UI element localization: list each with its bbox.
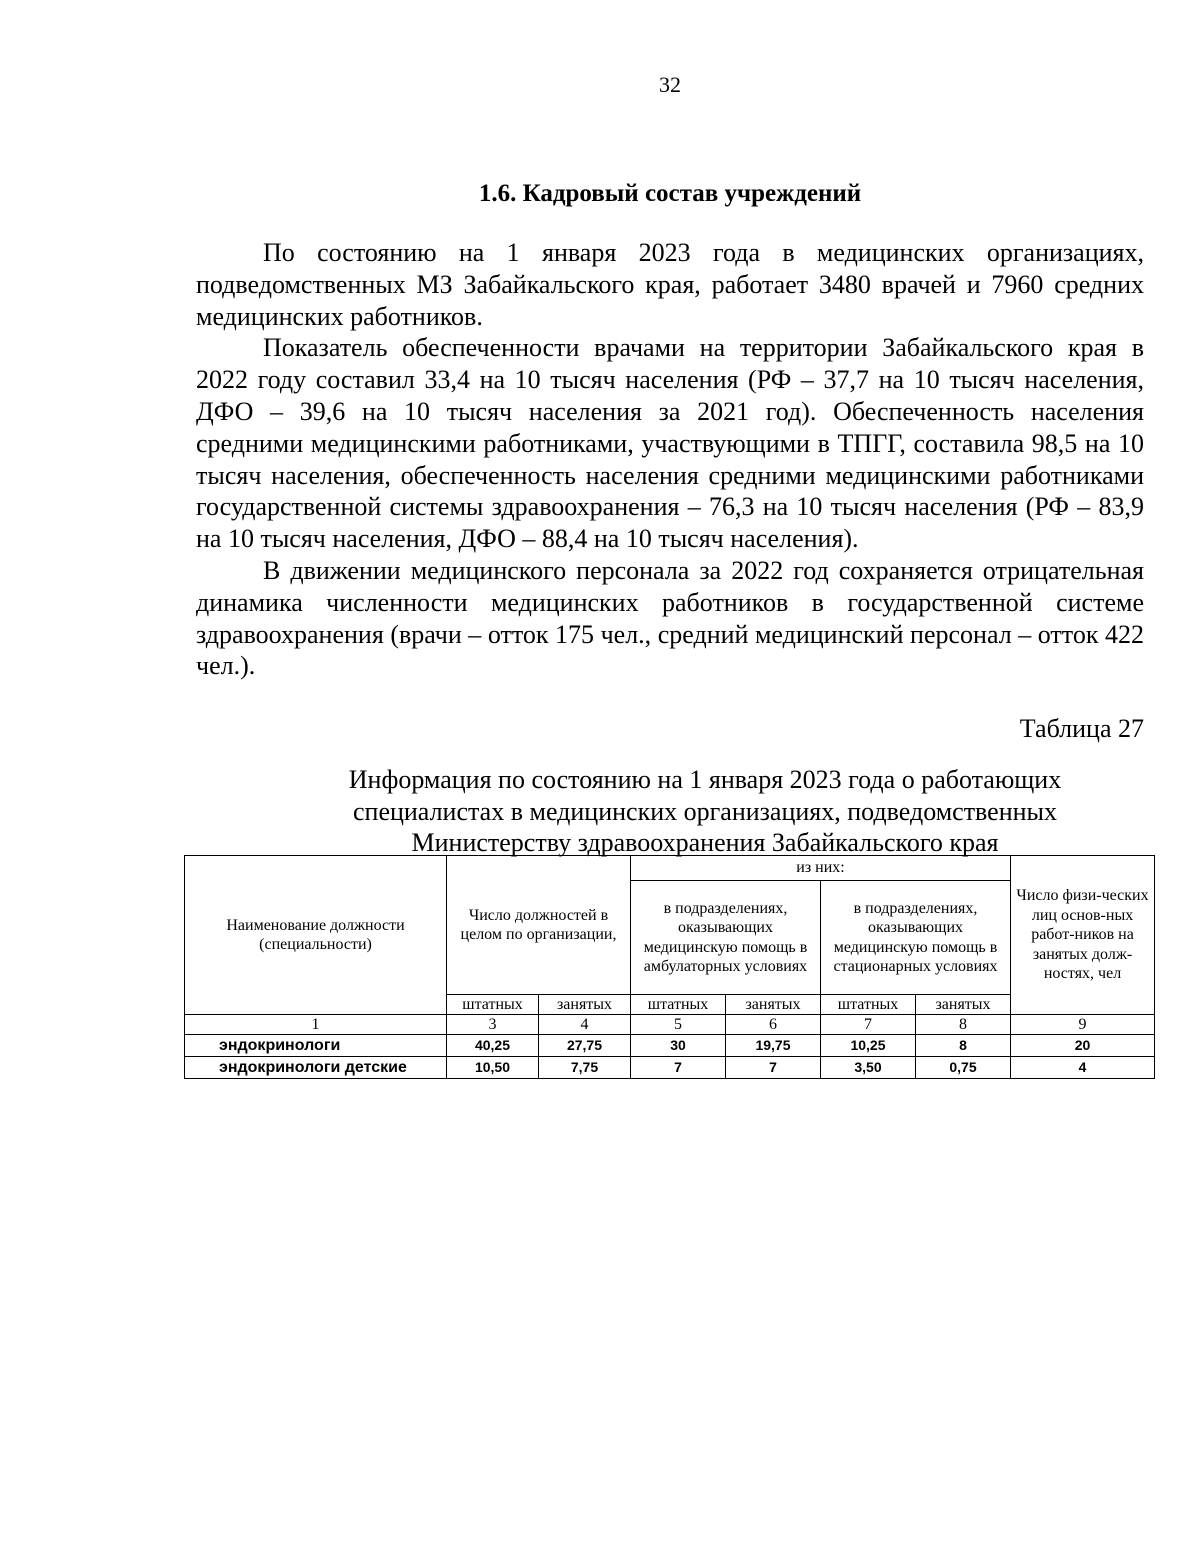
header-staff: штатных — [631, 995, 726, 1015]
table-cell-name: эндокринологи — [185, 1035, 447, 1057]
table-cell-name: эндокринологи детские — [185, 1057, 447, 1079]
staff-table — [184, 855, 1155, 1079]
table-cell: 30 — [631, 1035, 726, 1057]
paragraph: В движении медицинского персонала за 2022 год сохраняется отрицательная динамика численности медицинских работников в государственной системе здравоохранения (врачи – отток 175 чел., средний медицинский персонал – отток 422 чел.). — [196, 555, 1144, 681]
table-cell: 19,75 — [726, 1035, 821, 1057]
column-number: 9 — [1011, 1015, 1155, 1035]
column-number: 7 — [821, 1015, 916, 1035]
column-number: 5 — [631, 1015, 726, 1035]
paragraph: По состоянию на 1 января 2023 года в медицинских организациях, подведомственных МЗ Забайкальского края, работает 3480 врачей и 7960 средних медицинских работников. — [196, 238, 1144, 331]
table-caption: Таблица 27 — [1019, 714, 1144, 743]
table-cell: 10,25 — [821, 1035, 916, 1057]
table-row — [185, 1035, 1155, 1057]
column-number-row — [185, 1015, 1155, 1035]
table-cell: 8 — [916, 1035, 1011, 1057]
table-heading: Информация по состоянию на 1 января 2023 года о работающих специалистах в медицинских организациях, подведомственных Министерству здравоохранения Забайкальского края — [348, 765, 1062, 857]
table-cell: 3,50 — [821, 1057, 916, 1079]
header-of-them: из них: — [631, 856, 1011, 881]
header-total-col: Число должностей в целом по организации, — [447, 856, 631, 995]
table-cell: 20 — [1011, 1035, 1155, 1057]
header-ambulatory-col: в подразделениях, оказывающих медицинскую помощь в амбулаторных условиях — [631, 881, 821, 995]
header-name-col: Наименование должности (специальности) — [185, 856, 447, 1015]
table-cell: 0,75 — [916, 1057, 1011, 1079]
table-cell: 7 — [726, 1057, 821, 1079]
column-number: 6 — [726, 1015, 821, 1035]
table-cell: 7,75 — [539, 1057, 631, 1079]
paragraph: Показатель обеспеченности врачами на территории Забайкальского края в 2022 году составил 33,4 на 10 тысяч населения (РФ – 37,7 на 10 тысяч населения, ДФО – 39,6 на 10 тысяч населения за 2021 год). Обеспеченность населения средними медицинскими работниками, участвующими в ТПГГ, составила 98,5 на 10 тысяч населения, обеспеченность населения средними медицинскими работниками государственной системы здравоохранения – 76,3 на 10 тысяч населения (РФ – 83,9 на 10 тысяч населения, ДФО – 88,4 на 10 тысяч населения). — [196, 333, 1144, 554]
table-cell: 40,25 — [447, 1035, 539, 1057]
column-number: 4 — [539, 1015, 631, 1035]
column-number: 8 — [916, 1015, 1011, 1035]
body-text — [196, 237, 1144, 682]
page-number: 32 — [659, 72, 681, 97]
header-staff: штатных — [821, 995, 916, 1015]
table-cell: 10,50 — [447, 1057, 539, 1079]
column-number: 3 — [447, 1015, 539, 1035]
header-occupied: занятых — [726, 995, 821, 1015]
header-persons-col: Число физи-ческих лиц основ-ных работ-ников на занятых долж-ностях, чел — [1011, 856, 1155, 1015]
table-cell: 27,75 — [539, 1035, 631, 1057]
header-occupied: занятых — [916, 995, 1011, 1015]
header-occupied: занятых — [539, 995, 631, 1015]
header-inpatient-col: в подразделениях, оказывающих медицинскую помощь в стационарных условиях — [821, 881, 1011, 995]
table-cell: 4 — [1011, 1057, 1155, 1079]
table-row — [185, 1057, 1155, 1079]
column-number: 1 — [185, 1015, 447, 1035]
header-staff: штатных — [447, 995, 539, 1015]
section-title: 1.6. Кадровый состав учреждений — [478, 180, 862, 207]
table-cell: 7 — [631, 1057, 726, 1079]
